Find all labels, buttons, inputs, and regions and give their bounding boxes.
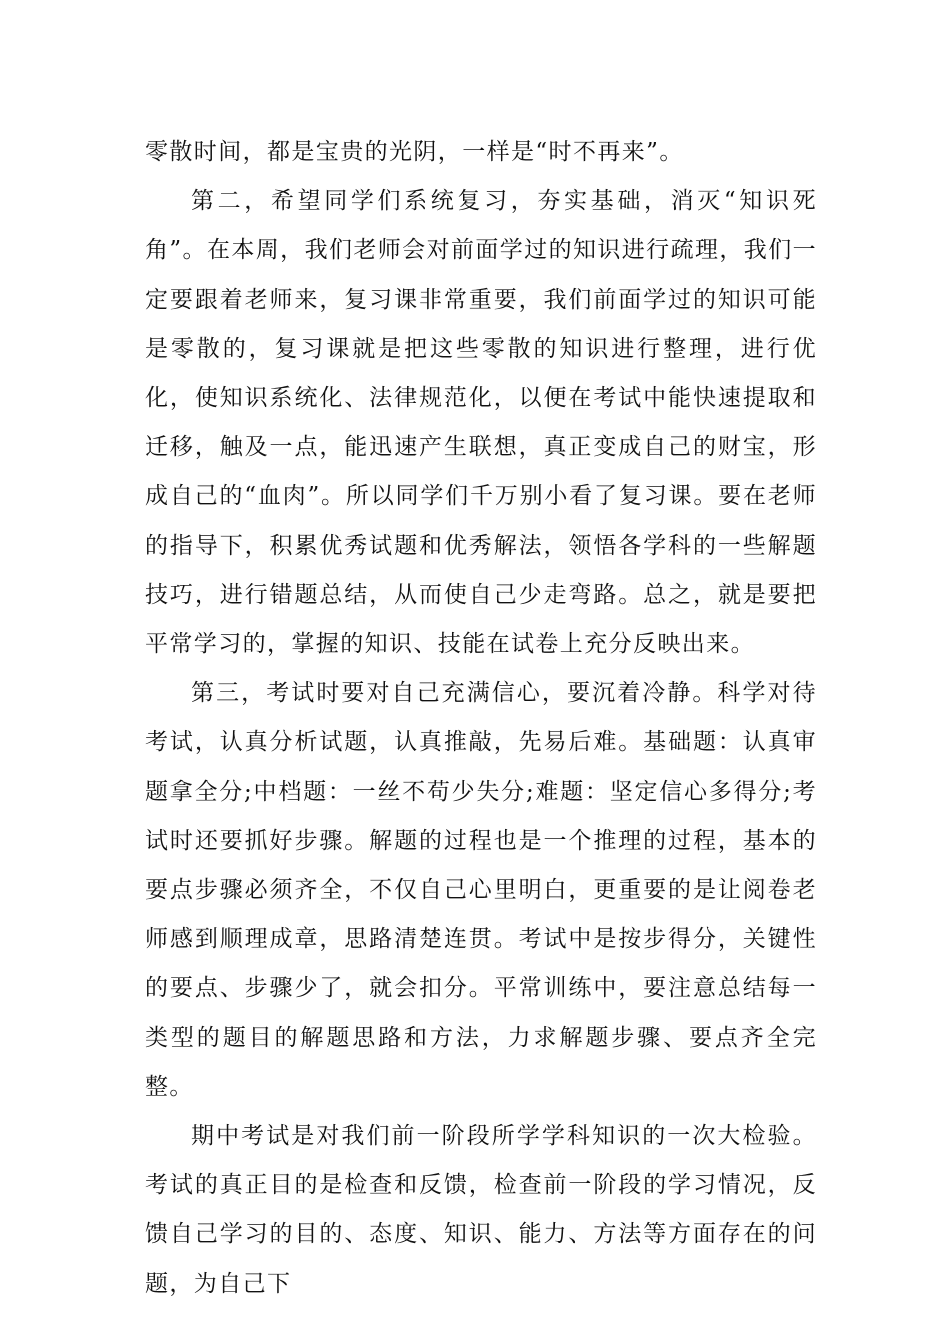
paragraph-3: 第三，考试时要对自己充满信心，要沉着冷静。科学对待考试，认真分析试题，认真推敲，先易后难。基础题：认真审题拿全分;中档题：一丝不苟少失分;难题：坚定信心多得分;考试时还要抓好步骤。解题的过程也是一个推理的过程，基本的要点步骤必须齐全，不仅自己心里明白，更重要的是让阅卷老师感到顺理成章，思路清楚连贯。考试中是按步得分，关键性的要点、步骤少了，就会扣分。平常训练中，要注意总结每一类型的题目的解题思路和方法，力求解题步骤、要点齐全完整。 bbox=[145, 680, 817, 1100]
paragraph-4: 期中考试是对我们前一阶段所学学科知识的一次大检验。考试的真正目的是检查和反馈，检查前一阶段的学习情况，反馈自己学习的目的、态度、知识、能力、方法等方面存在的问题，为自己下 bbox=[145, 1123, 817, 1297]
paragraph-1: 零散时间，都是宝贵的光阴，一样是“时不再来”。 bbox=[145, 139, 684, 165]
paragraph-2: 第二，希望同学们系统复习，夯实基础，消灭“知识死角”。在本周，我们老师会对前面学过的知识进行疏理，我们一定要跟着老师来，复习课非常重要，我们前面学过的知识可能是零散的，复习课就是把这些零散的知识进行整理，进行优化，使知识系统化、法律规范化，以便在考试中能快速提取和迁移，触及一点，能迅速产生联想，真正变成自己的财宝，形成自己的“血肉”。所以同学们千万别小看了复习课。要在老师的指导下，积累优秀试题和优秀解法，领悟各学科的一些解题技巧，进行错题总结，从而使自己少走弯路。总之，就是要把平常学习的，掌握的知识、技能在试卷上充分反映出来。 bbox=[145, 188, 817, 658]
document-body bbox=[145, 128, 817, 1309]
